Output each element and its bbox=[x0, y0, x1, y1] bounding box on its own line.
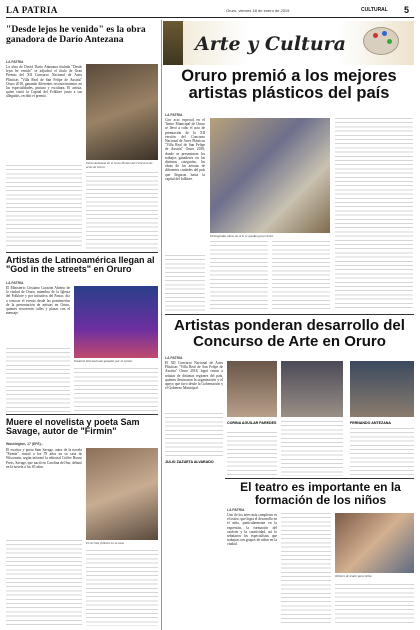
ponderan-body-col3 bbox=[281, 421, 343, 476]
ponderan-byline: LA PATRIA bbox=[165, 356, 183, 360]
lead-byline: LA PATRIA bbox=[165, 113, 183, 117]
lead-caption: Distinguidas obras de arte se quedan para Oruro bbox=[210, 234, 274, 238]
antezana-body-col1b bbox=[6, 165, 82, 249]
savage-body: El escritor y poeta Sam Savage, autor de la novela "Firmin", murió a los 78 años en su casa de Wisconsin, según informó la editorial Coffee House Press. Savage, que nació en Carolina del Sur, debutó en la novela a los 65 años. bbox=[6, 448, 82, 469]
savage-caption: El escritor falleció en su casa bbox=[86, 541, 124, 545]
lead-body-col3 bbox=[210, 241, 268, 311]
mona-lisa-image bbox=[163, 21, 183, 65]
savage-byline: Washington, 17 (EFE).- bbox=[6, 442, 43, 446]
ponderan-body-col4 bbox=[350, 428, 414, 476]
lead-body-col5 bbox=[335, 118, 413, 311]
ponderan-body-col2 bbox=[227, 432, 277, 476]
ponderan-photo-1 bbox=[227, 361, 277, 417]
teatro-body-col3 bbox=[335, 584, 414, 626]
lead-body-col4 bbox=[272, 241, 330, 311]
ponderan-body: El XII Concurso Nacional de Artes Plásticas "Villa Real de San Felipe de Austria" Oruro 2018, logró reunir a artistas de distintas regiones del país, quienes destacaron la organización y el apoyo que tuvo desde la Gobernación y el Gobierno Municipal. bbox=[165, 361, 223, 391]
street-headline: Artistas de Latinoamérica llegan al "God in the streets" en Oruro bbox=[6, 255, 155, 275]
lead-body-col2b bbox=[165, 255, 205, 311]
masthead bbox=[6, 5, 414, 18]
page-number: 5 bbox=[404, 5, 410, 15]
antezana-body: La obra de David Darío Antezana titulada "Desde lejos he venido" se adjudicó el título de Gran Premio del XII Concurso Nacional de Artes Plásticas "Villa Real de San Felipe de Austria" Oruro 2018, ganando diferentes reconocimientos en las especialidades, pintura y escultura. El artista, quien visitó la Capital del Folklore junto a sus allegados, recibió el premio. bbox=[6, 65, 82, 99]
teatro-photo bbox=[335, 513, 414, 573]
newspaper-name: LA PATRIA bbox=[6, 5, 58, 15]
ponderan-name-2: FERNANDO ANTEZANA bbox=[350, 421, 391, 425]
lead-body: Con acto especial en el Teatro Municipal de Oruro se llevó a cabo el acto de premiación de la XII versión del Concurso Nacional de Artes Plásticas "Villa Real de San Felipe de Austria" Oruro 2018, donde se presentaron los trabajos ganadores en las distintas categorías, las obras de los artistas de diferentes ciudades del país que llegaron hasta la capital del folklore. bbox=[165, 118, 205, 181]
street-photo bbox=[74, 286, 158, 358]
banner-title: Arte y Cultura bbox=[195, 33, 346, 55]
antezana-caption: Darío Antezana en el Gran Premio del Concurso de artes de Oruro bbox=[86, 161, 153, 169]
savage-body-col1b bbox=[6, 540, 82, 626]
section-banner bbox=[163, 21, 414, 65]
ponderan-subhead: CORINA AGUILAR PAREDES bbox=[227, 421, 277, 425]
street-body-col1b bbox=[6, 348, 70, 412]
street-body: El Ministerio Cristiano Corazón Abierto de la ciudad de Oruro, miembro de la Iglesia del Folklore y por iniciativa del Pastor, dio a conocer el evento desde las postrimerías de la presentación de artistas en Oruro, quienes recorrerán calles y plazas con el mensaje. bbox=[6, 286, 70, 316]
street-caption: Pastoral internacional ganador por el Gestor bbox=[74, 359, 133, 363]
street-body-col2 bbox=[74, 368, 158, 412]
antezana-photo bbox=[86, 64, 158, 160]
ponderan-name-1: JULIO ZAZUETA ALVARADO bbox=[165, 460, 214, 464]
teatro-body-col2 bbox=[281, 513, 331, 626]
lead-headline: Oruro premió a los mejores artistas plásticos del país bbox=[181, 67, 397, 103]
antezana-body-col2 bbox=[86, 172, 158, 250]
savage-photo bbox=[86, 448, 158, 540]
palette-icon bbox=[363, 27, 399, 55]
ponderan-body-col1b bbox=[165, 413, 223, 459]
antezana-headline: "Desde lejos he venido" es la obra ganadora de Darío Antezana bbox=[6, 24, 146, 46]
savage-body-col2 bbox=[86, 550, 158, 626]
teatro-headline: El teatro es importante en la formación de los niños bbox=[240, 480, 401, 507]
section-name: CULTURAL bbox=[361, 7, 388, 13]
lead-photo bbox=[210, 118, 330, 233]
dateline: Oruro, viernes 18 de enero de 2019 bbox=[226, 8, 290, 13]
ponderan-headline: Artistas ponderan desarrollo del Concurso de Arte en Oruro bbox=[174, 317, 405, 350]
teatro-byline: LA PATRIA bbox=[227, 508, 245, 512]
teatro-caption: Talleres de teatro para niños bbox=[335, 574, 372, 578]
ponderan-photo-2 bbox=[281, 361, 343, 417]
teatro-body: Uno de los artes más completos es el teatro, que logra el desarrollo en el niño, particularmente en la expresión, la formación del carácter y la creatividad, así lo señalaron los especialistas que trabajan con grupos de niños en la ciudad. bbox=[227, 513, 277, 547]
savage-headline: Muere el novelista y poeta Sam Savage, autor de "Firmin" bbox=[6, 417, 140, 437]
antezana-byline: LA PATRIA bbox=[6, 60, 24, 64]
ponderan-photo-3 bbox=[350, 361, 414, 417]
street-byline: LA PATRIA bbox=[6, 281, 24, 285]
